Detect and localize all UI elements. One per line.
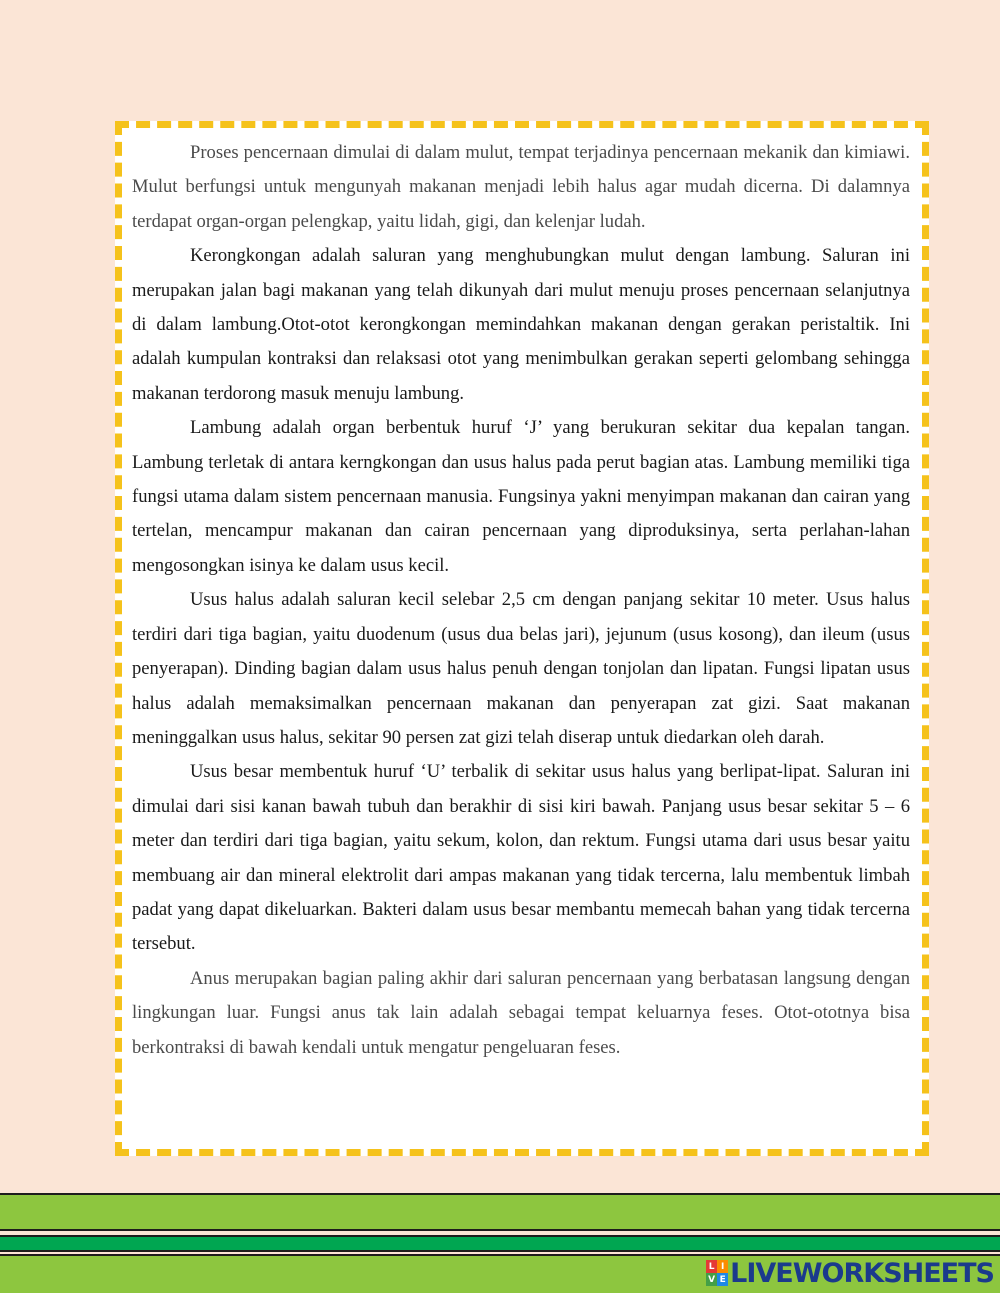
footer-band-top xyxy=(0,1193,1000,1231)
live-badge-icon xyxy=(706,1260,728,1286)
badge-letter-v: V xyxy=(706,1273,717,1286)
paragraph-lambung: Lambung adalah organ berbentuk huruf ‘J’ yang berukuran sekitar dua kepalan tangan. Lambung terletak di antara kerngkongan dan usus halus pada perut bagian atas. Lambung memiliki tiga fungsi utama dalam sistem pencernaan manusia. Fungsinya yakni menyimpan makanan dan cairan yang tertelan, mencampur makanan dan cairan pencernaan yang diproduksinya, serta perlahan-lahan mengosongkan isinya ke dalam usus kecil. xyxy=(132,417,910,576)
text-frame xyxy=(115,121,929,1156)
badge-letter-e: E xyxy=(717,1273,728,1286)
paragraph-anus: Anus merupakan bagian paling akhir dari saluran pencernaan yang berbatasan langsung dengan lingkungan luar. Fungsi anus tak lain adalah sebagai tempat keluarnya feses. Otot-ototnya bisa berkontraksi di bawah kendali untuk mengatur pengeluaran feses. xyxy=(132,967,910,1058)
badge-letter-l: L xyxy=(706,1260,717,1273)
liveworksheets-logo[interactable] xyxy=(706,1258,994,1288)
logo-text: LIVEWORKSHEETS xyxy=(730,1257,994,1289)
paragraph-mulut: Proses pencernaan dimulai di dalam mulut, tempat terjadinya pencernaan mekanik dan kimiawi. Mulut berfungsi untuk mengunyah makanan menjadi lebih halus agar mudah dicerna. Di dalamnya terdapat organ-organ pelengkap, yaitu lidah, gigi, dan kelenjar ludah. xyxy=(132,142,910,232)
document-body xyxy=(132,136,910,1065)
paragraph-kerongkongan: Kerongkongan adalah saluran yang menghubungkan mulut dengan lambung. Saluran ini merupakan jalan bagi makanan yang telah dikunyah dari mulut menuju proses pencernaan selanjutnya di dalam lambung.Otot-otot kerongkongan memindahkan makanan dengan gerakan peristaltik. Ini adalah kumpulan kontraksi dan relaksasi otot yang menimbulkan gerakan seperti gelombang sehingga makanan terdorong masuk menuju lambung. xyxy=(132,245,910,404)
paragraph-usus-besar: Usus besar membentuk huruf ‘U’ terbalik di sekitar usus halus yang berlipat-lipat. Saluran ini dimulai dari sisi kanan bawah tubuh dan berakhir di sisi kiri bawah. Panjang usus besar sekitar 5 – 6 meter dan terdiri dari tiga bagian, yaitu sekum, kolon, dan rektum. Fungsi utama dari usus besar yaitu membuang air dan mineral elektrolit dari ampas makanan yang tidak tercerna, lalu membentuk limbah padat yang dapat dikeluarkan. Bakteri dalam usus besar membantu memecah bahan yang tidak tercerna tersebut. xyxy=(132,761,910,955)
badge-letter-i: I xyxy=(717,1260,728,1273)
paragraph-usus-halus: Usus halus adalah saluran kecil selebar 2,5 cm dengan panjang sekitar 10 meter. Usus halus terdiri dari tiga bagian, yaitu duodenum (usus dua belas jari), jejunum (usus kosong), dan ileum (usus penyerapan). Dinding bagian dalam usus halus penuh dengan tonjolan dan lipatan. Fungsi lipatan usus halus adalah memaksimalkan pencernaan makanan dan penyerapan zat gizi. Saat makanan meninggalkan usus halus, sekitar 90 persen zat gizi telah diserap untuk diedarkan oleh darah. xyxy=(132,589,910,748)
footer-band-middle xyxy=(0,1235,1000,1252)
